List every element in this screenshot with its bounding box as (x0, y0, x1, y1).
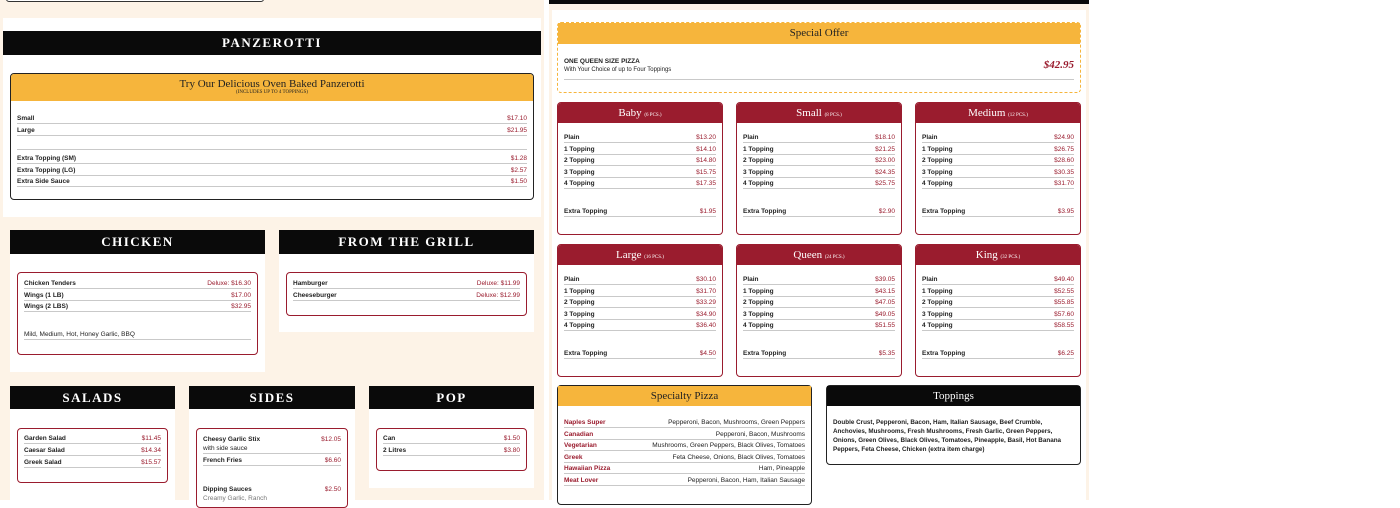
item-name: 1 Topping (743, 145, 774, 153)
item-price: $49.40 (1054, 276, 1074, 283)
menu-row (922, 298, 1074, 308)
item-name: Extra Topping (SM) (17, 155, 77, 162)
item-price: $58.55 (1054, 322, 1074, 329)
specialty-row (564, 464, 805, 474)
pizza-size-header (916, 245, 1080, 265)
specialty-desc: Ham, Pineapple (758, 465, 805, 472)
item-price: Deluxe: $12.99 (476, 292, 520, 299)
item-price: $21.95 (507, 127, 527, 134)
item-name: Dipping Sauces (203, 486, 252, 493)
item-price: $39.05 (875, 276, 895, 283)
pizza-size-name: Large (616, 249, 642, 261)
sides-box (196, 428, 348, 508)
item-name: Plain (743, 276, 759, 283)
item-name: Can (383, 435, 396, 442)
item-name: Plain (743, 134, 759, 141)
menu-row (743, 168, 895, 178)
item-price: $3.80 (503, 447, 520, 454)
menu-row (564, 349, 716, 359)
item-price: $5.35 (878, 350, 895, 357)
item-name: Chicken Tenders (24, 280, 76, 287)
menu-row (922, 275, 1074, 285)
item-name: Extra Topping (922, 350, 966, 357)
chicken-box (17, 272, 258, 355)
item-name: Extra Topping (743, 350, 787, 357)
toppings-title: Toppings (827, 386, 1080, 406)
item-name: Greek Salad (24, 459, 62, 466)
item-price: $23.00 (875, 157, 895, 164)
panzerotti-box (10, 73, 534, 200)
pizza-card-king (915, 244, 1081, 377)
menu-row (203, 456, 341, 466)
item-name: Plain (922, 276, 938, 283)
menu-row (743, 349, 895, 359)
menu-row (564, 298, 716, 308)
pizza-pieces: (12 PCS.) (1008, 113, 1028, 118)
item-name: 2 Litres (383, 447, 407, 454)
item-name: 2 Topping (564, 157, 595, 164)
special-offer-title: Special Offer (558, 23, 1080, 44)
item-name: Plain (564, 134, 580, 141)
item-name: Extra Side Sauce (17, 178, 70, 185)
menu-row (922, 207, 1074, 217)
item-name: 1 Topping (922, 287, 953, 295)
menu-row (922, 133, 1074, 143)
menu-divider (17, 140, 527, 150)
item-name: 3 Topping (922, 310, 953, 318)
item-name: Extra Topping (564, 208, 608, 215)
item-name: 1 Topping (564, 145, 595, 153)
item-price: $36.40 (696, 322, 716, 329)
toppings-box (826, 385, 1081, 465)
item-price: $1.50 (510, 178, 527, 185)
item-name: French Fries (203, 457, 243, 464)
item-name: 4 Topping (922, 322, 953, 329)
item-name: 4 Topping (922, 180, 953, 187)
menu-row (564, 145, 716, 155)
specialty-desc: Feta Cheese, Onions, Black Olives, Tomatoes (672, 453, 805, 461)
menu-row (383, 446, 520, 456)
pop-box (376, 428, 527, 471)
menu-row (564, 321, 716, 331)
pizza-pieces: (16 PCS.) (644, 255, 664, 260)
item-price: $47.05 (875, 299, 895, 306)
item-price: $17.00 (231, 292, 251, 299)
item-price: $12.05 (321, 436, 341, 443)
specialty-desc: Mushrooms, Green Peppers, Black Olives, Tomatoes (652, 442, 805, 449)
item-price: $15.57 (141, 459, 161, 466)
item-price: $11.45 (141, 435, 161, 442)
specialty-name: Vegetarian (564, 442, 597, 449)
item-price: $34.90 (696, 310, 716, 318)
right-menu-page (549, 0, 1089, 500)
top-bar (549, 0, 1089, 4)
panzerotti-subtitle: (INCLUDES UP TO 4 TOPPINGS) (236, 90, 308, 95)
item-price: $14.34 (141, 447, 161, 454)
menu-row (24, 302, 251, 312)
item-name: 4 Topping (743, 322, 774, 329)
specialty-row (564, 418, 805, 428)
item-price: $1.95 (699, 208, 716, 215)
item-price: $31.70 (1054, 180, 1074, 187)
salads-header: SALADS (10, 386, 175, 409)
item-price: $6.25 (1057, 350, 1074, 357)
item-name: 2 Topping (743, 299, 774, 306)
item-name: Wings (2 LBS) (24, 303, 68, 310)
item-price: $26.75 (1054, 145, 1074, 153)
item-name: 3 Topping (564, 310, 595, 318)
item-price: $14.10 (696, 145, 716, 153)
item-name: Extra Topping (LG) (17, 167, 76, 174)
item-name: 2 Topping (922, 299, 953, 306)
menu-row (564, 133, 716, 143)
menu-row (743, 207, 895, 217)
menu-row (203, 434, 341, 444)
pizza-size-header (737, 245, 901, 265)
item-name: 4 Topping (564, 180, 595, 187)
specialty-row (564, 453, 805, 463)
previous-card-edge (6, 0, 264, 2)
menu-row (922, 168, 1074, 178)
item-name: 4 Topping (564, 322, 595, 329)
pizza-pieces: (24 PCS.) (824, 255, 845, 260)
toppings-list: Double Crust, Pepperoni, Bacon, Ham, Italian Sausage, Beef Crumble, Anchovies, Mushrooms, Fresh Mushrooms, Fresh Garlic, Green Peppers, Onions, Green Olives, Black Olives, Tomatoes, Pineapple, Basil, Hot Banana Peppers, Feta Cheese, Chicken (extra item charge) (833, 419, 1062, 453)
menu-row (17, 126, 527, 136)
item-price: $24.90 (1054, 134, 1074, 141)
pizza-card-large (557, 244, 723, 377)
menu-row-note (203, 444, 341, 454)
item-price: Deluxe: $11.99 (476, 280, 520, 287)
item-name: 1 Topping (564, 287, 595, 295)
pizza-size-header (558, 103, 722, 123)
menu-row (922, 145, 1074, 155)
menu-row (17, 114, 527, 124)
menu-row (17, 177, 527, 187)
item-name: Cheeseburger (293, 292, 337, 299)
menu-row (564, 168, 716, 178)
specialty-desc: Pepperoni, Bacon, Ham, Italian Sausage (687, 476, 805, 484)
item-name: 3 Topping (743, 310, 774, 318)
item-price: $52.55 (1054, 287, 1074, 295)
sides-header: SIDES (189, 386, 355, 409)
item-price: $31.70 (696, 287, 716, 295)
menu-row (17, 154, 527, 164)
item-price: $32.95 (231, 303, 251, 310)
menu-row (293, 291, 520, 301)
item-name: 2 Topping (922, 157, 953, 164)
menu-row-note (203, 493, 341, 503)
menu-row (922, 310, 1074, 320)
item-price: $25.75 (875, 180, 895, 187)
item-name: Hamburger (293, 280, 328, 287)
item-name: Extra Topping (743, 208, 787, 215)
item-name: 2 Topping (743, 157, 774, 164)
menu-row (743, 145, 895, 155)
item-price: $55.85 (1054, 299, 1074, 306)
item-price: $1.50 (503, 435, 520, 442)
pizza-pieces: (32 PCS.) (1000, 255, 1021, 260)
menu-row (743, 310, 895, 320)
item-name: 3 Topping (564, 168, 595, 176)
divider (564, 79, 1074, 80)
item-name: 4 Topping (743, 180, 774, 187)
menu-row (743, 133, 895, 143)
chicken-header: CHICKEN (10, 230, 265, 254)
menu-row (564, 287, 716, 297)
special-offer-name: ONE QUEEN SIZE PIZZA (564, 58, 640, 65)
item-name: 2 Topping (564, 299, 595, 306)
specialty-pizza-box (557, 385, 812, 505)
item-name: 1 Topping (922, 145, 953, 153)
pizza-card-small (736, 102, 902, 235)
special-offer-price: $42.95 (1043, 59, 1074, 71)
item-name: Cheesy Garlic Stix (203, 436, 261, 443)
item-name: Extra Topping (922, 208, 966, 215)
menu-row (24, 279, 251, 289)
pop-header: POP (369, 386, 534, 409)
specialty-name: Naples Super (564, 419, 606, 426)
item-price: $6.60 (324, 457, 341, 464)
item-price: $15.75 (696, 168, 716, 176)
menu-row (564, 179, 716, 189)
item-name: Plain (922, 134, 938, 141)
specialty-name: Canadian (564, 430, 594, 438)
special-offer-box (557, 22, 1081, 93)
menu-row (293, 279, 520, 289)
pizza-size-name: Queen (793, 249, 823, 261)
pizza-card-baby (557, 102, 723, 235)
menu-row (743, 298, 895, 308)
item-price: $4.50 (699, 350, 716, 357)
item-name: Wings (1 LB) (24, 292, 64, 299)
menu-row (743, 321, 895, 331)
specialty-name: Greek (564, 453, 583, 461)
menu-row (17, 166, 527, 176)
menu-row (24, 458, 161, 468)
grill-box (286, 272, 527, 316)
menu-row (743, 275, 895, 285)
salads-box (17, 428, 168, 483)
item-price: $24.35 (875, 168, 895, 176)
panzerotti-header: PANZEROTTI (3, 31, 541, 55)
item-note: Creamy Garlic, Ranch (203, 495, 267, 502)
item-price: $18.10 (875, 134, 895, 141)
pizza-card-medium (915, 102, 1081, 235)
item-name: Extra Topping (564, 350, 608, 357)
menu-row (743, 287, 895, 297)
item-price: $3.95 (1057, 208, 1074, 215)
specialty-row (564, 430, 805, 440)
item-price: $51.55 (875, 322, 895, 329)
menu-row (564, 310, 716, 320)
menu-row (24, 330, 251, 340)
menu-row (922, 287, 1074, 297)
specialty-title: Specialty Pizza (558, 386, 811, 406)
item-name: Plain (564, 276, 580, 283)
specialty-name: Hawaiian Pizza (564, 465, 611, 472)
item-name: 1 Topping (743, 287, 774, 295)
menu-row (922, 179, 1074, 189)
item-price: $17.35 (696, 180, 716, 187)
item-price: $17.10 (507, 115, 527, 122)
menu-row (743, 179, 895, 189)
item-price: $1.28 (510, 155, 527, 162)
panzerotti-title: Try Our Delicious Oven Baked Panzerotti (179, 78, 365, 90)
pizza-size-name: King (975, 249, 998, 261)
item-name: 3 Topping (743, 168, 774, 176)
specialty-row (564, 441, 805, 451)
item-name: Large (17, 127, 35, 134)
menu-row (24, 446, 161, 456)
specialty-name: Meat Lover (564, 476, 599, 484)
menu-row (564, 207, 716, 217)
item-price: $43.15 (875, 287, 895, 295)
menu-row (24, 291, 251, 301)
specialty-row (564, 476, 805, 486)
menu-row (922, 156, 1074, 166)
menu-row (564, 275, 716, 285)
item-name: Small (17, 115, 35, 122)
item-price: $49.05 (875, 310, 895, 318)
panzerotti-banner (11, 74, 533, 101)
item-price: $30.10 (696, 276, 716, 283)
left-menu-page (0, 0, 544, 500)
menu-row (383, 434, 520, 444)
pizza-size-header (916, 103, 1080, 123)
item-price: $28.60 (1054, 157, 1074, 164)
item-note: with side sauce (203, 445, 248, 452)
item-price: $33.29 (696, 299, 716, 306)
sauce-options: Mild, Medium, Hot, Honey Garlic, BBQ (24, 331, 135, 338)
item-price: $2.50 (324, 486, 341, 493)
menu-row (922, 321, 1074, 331)
grill-header: FROM THE GRILL (279, 230, 534, 254)
pizza-card-queen (736, 244, 902, 377)
menu-row (743, 156, 895, 166)
item-price: $14.80 (696, 157, 716, 164)
item-price: $13.20 (696, 134, 716, 141)
special-offer-desc: With Your Choice of up to Four Toppings (564, 67, 672, 73)
menu-row (24, 434, 161, 444)
pizza-pieces: (6 PCS.) (644, 113, 662, 118)
item-price: $30.35 (1054, 168, 1074, 176)
menu-row (564, 156, 716, 166)
item-name: Caesar Salad (24, 447, 65, 454)
menu-row (922, 349, 1074, 359)
specialty-desc: Pepperoni, Bacon, Mushrooms, Green Peppers (668, 419, 805, 426)
specialty-desc: Pepperoni, Bacon, Mushrooms (715, 430, 805, 438)
item-name: Garden Salad (24, 435, 66, 442)
pizza-size-name: Medium (968, 107, 1006, 119)
item-price: $21.25 (875, 145, 895, 153)
item-price: $57.60 (1054, 310, 1074, 318)
item-price: Deluxe: $16.30 (207, 280, 251, 287)
pizza-size-header (737, 103, 901, 123)
pizza-size-name: Small (796, 107, 822, 119)
pizza-size-name: Baby (618, 107, 642, 119)
item-price: $2.90 (878, 208, 895, 215)
item-price: $2.57 (510, 167, 527, 174)
pizza-size-header (558, 245, 722, 265)
item-name: 3 Topping (922, 168, 953, 176)
pizza-pieces: (8 PCS.) (824, 113, 842, 118)
